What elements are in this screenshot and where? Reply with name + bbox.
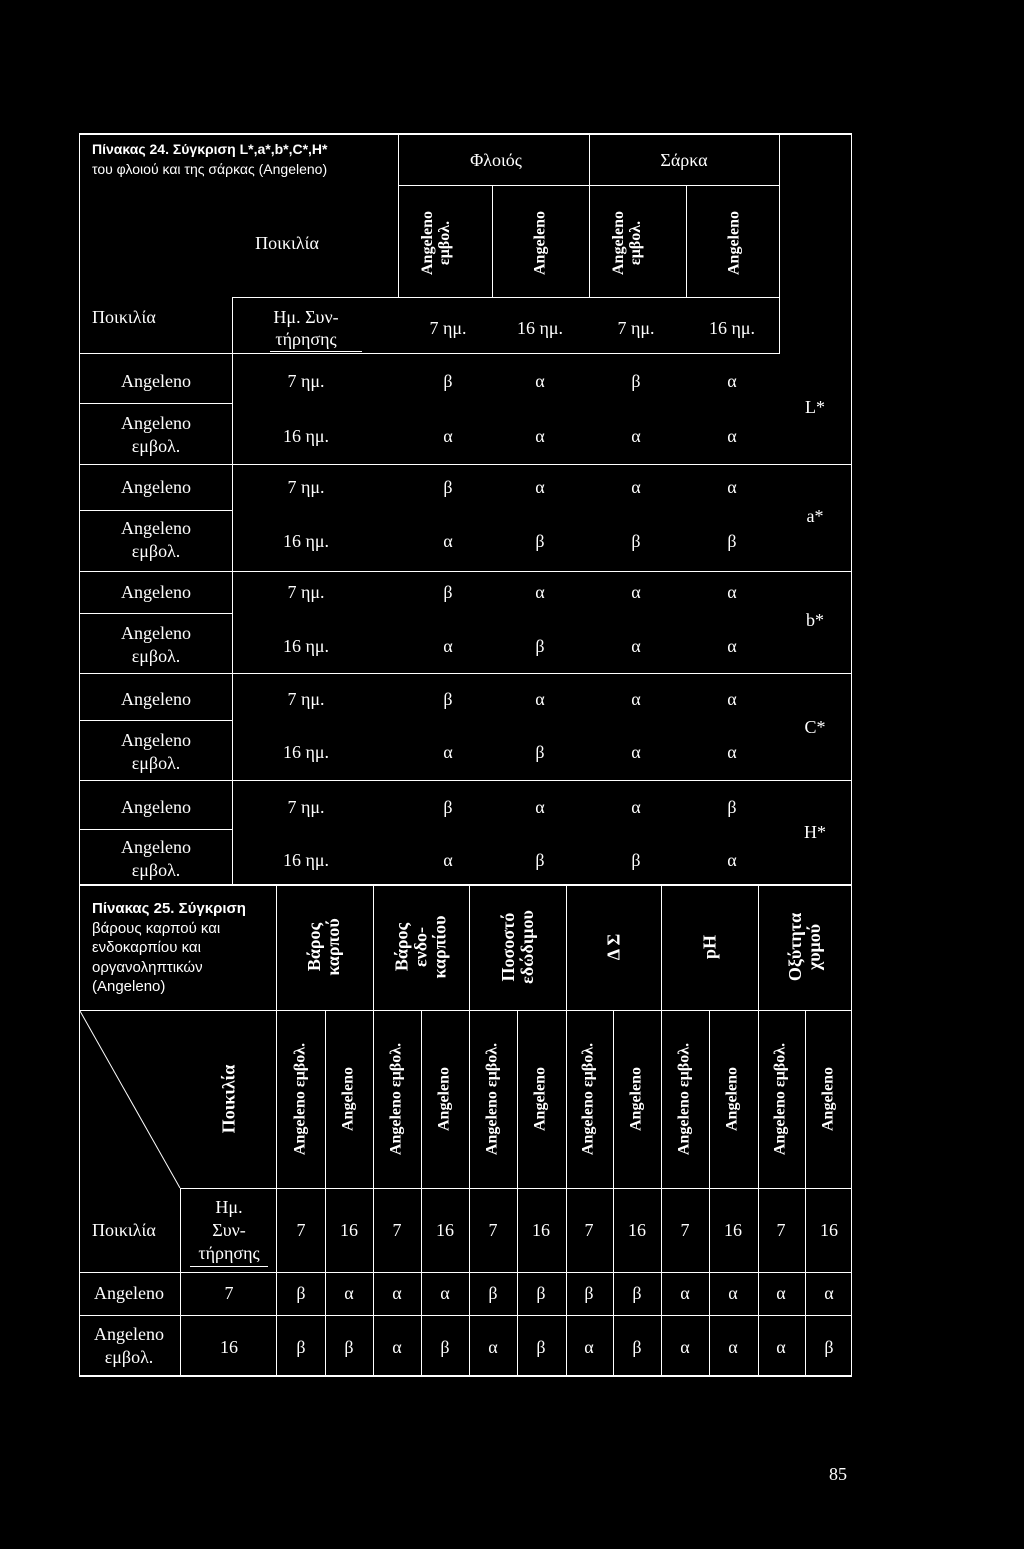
cell: α [631,582,641,602]
diagonal-divider [79,1010,183,1190]
col-day: 16 [724,1220,742,1240]
cell: α [727,477,737,497]
col-variety: Angeleno εμβολ. [675,1042,693,1156]
col-day-4: 16 ημ. [708,318,756,338]
storage-header-25-l1: Ημ. [215,1197,243,1217]
row-day: 16 ημ. [282,531,330,551]
cell: β [535,850,545,870]
param-ph: pH [699,934,720,960]
cell: α [584,1337,594,1357]
row-variety: εμβολ. [104,1347,154,1367]
cell: α [535,426,545,446]
cell: β [443,797,453,817]
variety-row-header-25: Ποικιλία [92,1220,156,1240]
row-variety: Angeleno [121,518,191,538]
cell: α [535,477,545,497]
cell: α [776,1337,786,1357]
cell: α [344,1283,354,1303]
row-day: 16 ημ. [282,426,330,446]
cell: α [440,1283,450,1303]
param-acidity: Οξύτητα χυμού [785,912,824,982]
cell: α [631,689,641,709]
cell: β [536,1283,546,1303]
row-variety: εμβολ. [131,860,181,880]
param-label: H* [804,822,826,842]
cell: α [727,371,737,391]
param-fruit-weight: Βάρος καρπού [304,918,343,976]
cell: β [632,1283,642,1303]
cell: β [443,582,453,602]
cell: α [727,636,737,656]
col-variety-2: Angeleno [531,211,549,275]
col-day: 7 [392,1220,402,1240]
cell: α [443,636,453,656]
row-variety: Angeleno [121,413,191,433]
param-ss: Δ Σ [603,933,624,961]
cell: α [443,426,453,446]
table-25-caption: Πίνακας 25. Σύγκριση βάρους καρπού και ενδοκαρπίου και οργανοληπτικών (Angeleno) [92,900,246,995]
cell: α [728,1283,738,1303]
col-variety-4: Angeleno [725,211,743,275]
cell: β [631,850,641,870]
col-variety-3: Angeleno εμβολ. [610,211,644,275]
row-day: 16 ημ. [282,742,330,762]
row-variety: Angeleno [121,730,191,750]
param-label: C* [804,717,826,737]
row-variety: Angeleno [121,582,191,602]
row-variety: Angeleno [121,623,191,643]
row-variety: εμβολ. [131,753,181,773]
cell: α [631,426,641,446]
cell: α [443,850,453,870]
param-label: L* [805,397,825,417]
cell: β [584,1283,594,1303]
table-24-caption-line1: Πίνακας 24. Σύγκριση L*,a*,b*,C*,H* [92,141,328,157]
col-variety: Angeleno εμβολ. [291,1042,309,1156]
row-variety: εμβολ. [131,541,181,561]
row-day: 7 ημ. [287,582,325,602]
cell: α [727,426,737,446]
cell: β [631,531,641,551]
cell: α [488,1337,498,1357]
cell: β [632,1337,642,1357]
cell: α [535,582,545,602]
row-day: 7 ημ. [287,797,325,817]
page-number: 85 [829,1464,847,1484]
param-label: b* [806,610,824,630]
row-variety: Angeleno [121,477,191,497]
cell: β [535,636,545,656]
storage-header-line2: τήρησης [275,329,337,349]
cell: α [631,742,641,762]
param-edible-percentage: Ποσοστό εδώδιμου [498,910,537,984]
row-variety: εμβολ. [131,436,181,456]
col-day: 16 [436,1220,454,1240]
variety-row-header: Ποικιλία [92,307,156,327]
col-day: 16 [628,1220,646,1240]
cell: β [443,371,453,391]
col-day: 16 [340,1220,358,1240]
storage-header-line1: Ημ. Συν- [273,307,339,327]
row-variety: εμβολ. [131,646,181,666]
group-header-phloios: Φλοιός [470,150,522,170]
col-variety: Angeleno [723,1067,741,1131]
param-endocarp-weight: Βάρος ενδο- καρπίου [391,915,450,979]
storage-header-25-l2: Συν- [212,1220,246,1240]
table-24-caption-line2: του φλοιού και της σάρκας (Angeleno) [92,161,328,177]
col-day-1: 7 ημ. [429,318,467,338]
cell: α [728,1337,738,1357]
col-day-2: 16 ημ. [516,318,564,338]
cell: α [392,1283,402,1303]
row-day: 7 ημ. [287,371,325,391]
cell: β [488,1283,498,1303]
cell: α [443,742,453,762]
cell: β [535,531,545,551]
cell: α [680,1283,690,1303]
row-variety: Angeleno [94,1283,164,1303]
row-day: 7 ημ. [287,689,325,709]
cell: α [727,742,737,762]
row-variety: Angeleno [94,1324,164,1344]
col-variety: Angeleno [819,1067,837,1131]
row-day: 7 [224,1283,234,1303]
col-day-3: 7 ημ. [617,318,655,338]
cell: β [443,689,453,709]
col-day: 7 [680,1220,690,1240]
col-variety: Angeleno εμβολ. [387,1042,405,1156]
col-variety: Angeleno εμβολ. [771,1042,789,1156]
cell: β [344,1337,354,1357]
col-day: 16 [532,1220,550,1240]
cell: β [296,1337,306,1357]
col-variety: Angeleno [627,1067,645,1131]
cell: β [727,531,737,551]
cell: β [535,742,545,762]
cell: β [440,1337,450,1357]
row-variety: Angeleno [121,797,191,817]
cell: α [727,582,737,602]
cell: α [392,1337,402,1357]
row-variety: Angeleno [121,837,191,857]
cell: α [824,1283,834,1303]
col-variety: Angeleno [531,1067,549,1131]
row-day: 7 ημ. [287,477,325,497]
cell: α [680,1337,690,1357]
cell: α [535,371,545,391]
cell: α [727,689,737,709]
variety-header: Ποικιλία [255,233,319,253]
cell: α [631,636,641,656]
cell: α [443,531,453,551]
col-variety-1: Angeleno εμβολ. [419,211,453,275]
cell: α [631,797,641,817]
col-day: 7 [296,1220,306,1240]
col-variety: Angeleno εμβολ. [579,1042,597,1156]
cell: α [776,1283,786,1303]
cell: β [631,371,641,391]
variety-header-25: Ποικιλία [218,1064,239,1134]
col-day: 16 [820,1220,838,1240]
storage-header-25-l3: τήρησης [198,1243,260,1263]
col-variety: Angeleno [339,1067,357,1131]
cell: β [536,1337,546,1357]
param-label: a* [806,506,824,526]
cell: β [296,1283,306,1303]
row-variety: Angeleno [121,371,191,391]
col-day: 7 [584,1220,594,1240]
row-day: 16 ημ. [282,636,330,656]
col-variety: Angeleno [435,1067,453,1131]
cell: β [727,797,737,817]
cell: α [727,850,737,870]
cell: α [631,477,641,497]
group-header-sarka: Σάρκα [660,150,708,170]
row-day: 16 ημ. [282,850,330,870]
col-day: 7 [776,1220,786,1240]
row-variety: Angeleno [121,689,191,709]
row-day: 16 [220,1337,238,1357]
cell: β [443,477,453,497]
col-variety: Angeleno εμβολ. [483,1042,501,1156]
cell: β [824,1337,834,1357]
col-day: 7 [488,1220,498,1240]
cell: α [535,797,545,817]
cell: α [535,689,545,709]
